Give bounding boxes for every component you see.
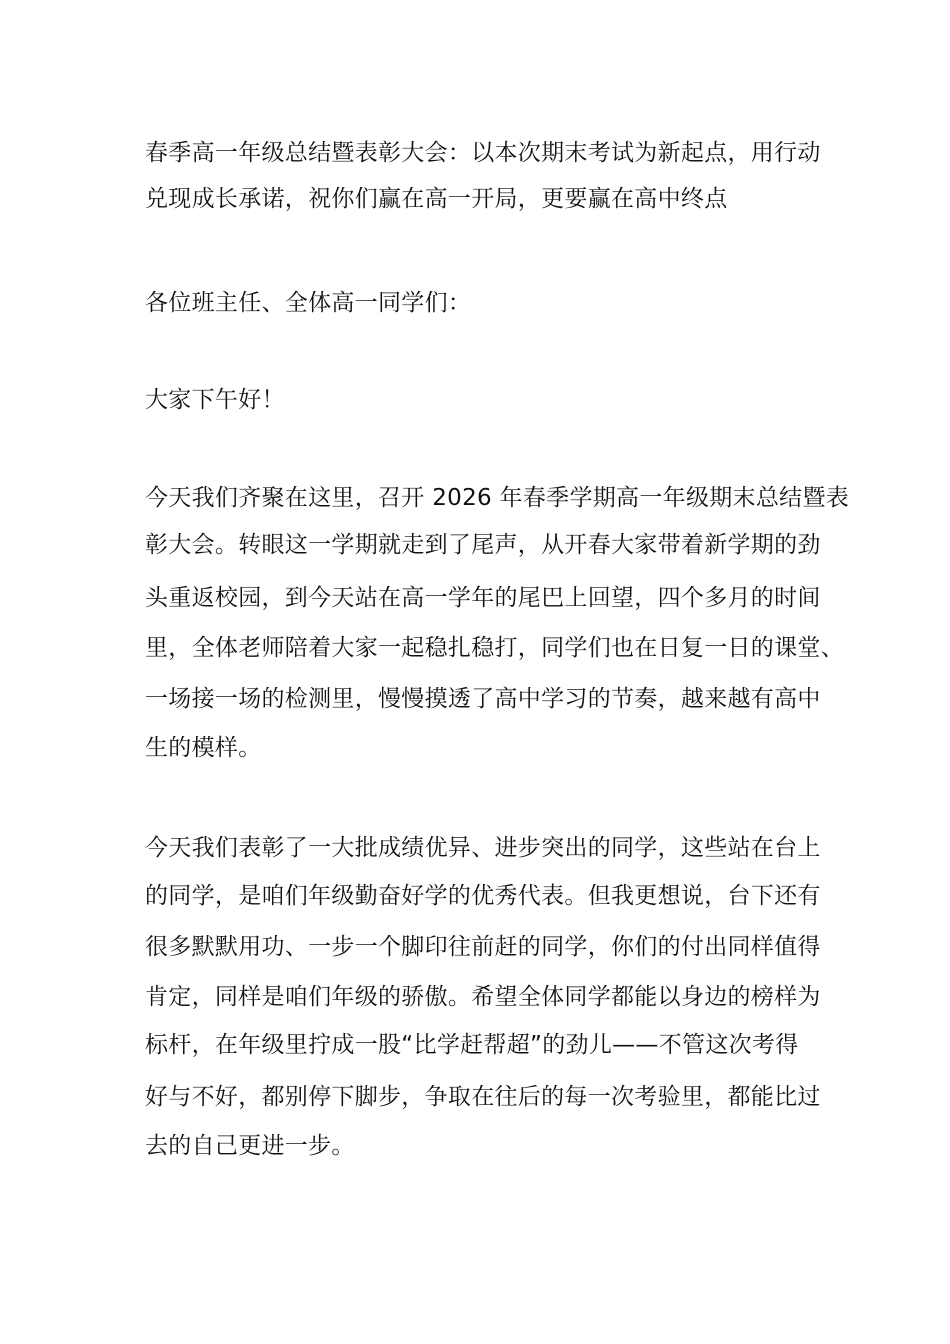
- paragraph-2-line-1: 今天我们表彰了一大批成绩优异、进步突出的同学，这些站在台上: [145, 835, 821, 861]
- paragraph-1-line-3: 头重返校园，到今天站在高一学年的尾巴上回望，四个多月的时间: [145, 585, 821, 611]
- salutation: 各位班主任、全体高一同学们：: [145, 290, 472, 316]
- paragraph-1-line-2: 彰大会。转眼这一学期就走到了尾声，从开春大家带着新学期的劲: [145, 532, 821, 558]
- paragraph-2-line-2: 的同学，是咱们年级勤奋好学的优秀代表。但我更想说，台下还有: [145, 883, 821, 909]
- greeting: 大家下午好！: [145, 387, 285, 413]
- paragraph-2-line-5: 标杆，在年级里拧成一股“比学赶帮超”的劲儿——不管这次考得: [145, 1032, 799, 1058]
- paragraph-1-line-4: 里，全体老师陪着大家一起稳扎稳打，同学们也在日复一日的课堂、: [145, 635, 844, 661]
- paragraph-2-line-6: 好与不好，都别停下脚步，争取在往后的每一次考验里，都能比过: [145, 1084, 821, 1110]
- paragraph-2-line-3: 很多默默用功、一步一个脚印往前赶的同学，你们的付出同样值得: [145, 934, 821, 960]
- paragraph-1-line-5: 一场接一场的检测里，慢慢摸透了高中学习的节奏，越来越有高中: [145, 686, 821, 712]
- paragraph-1-line-6: 生的模样。: [145, 735, 262, 761]
- paragraph-2-line-7: 去的自己更进一步。: [145, 1133, 355, 1159]
- paragraph-2-line-4: 肯定，同样是咱们年级的骄傲。希望全体同学都能以身边的榜样为: [145, 984, 821, 1010]
- paragraph-1-line-1: 今天我们齐聚在这里，召开 2026 年春季学期高一年级期末总结暨表: [145, 485, 850, 511]
- title-line-2: 兑现成长承诺，祝你们赢在高一开局，更要赢在高中终点: [145, 186, 728, 212]
- title-line-1: 春季高一年级总结暨表彰大会：以本次期末考试为新起点，用行动: [145, 140, 821, 166]
